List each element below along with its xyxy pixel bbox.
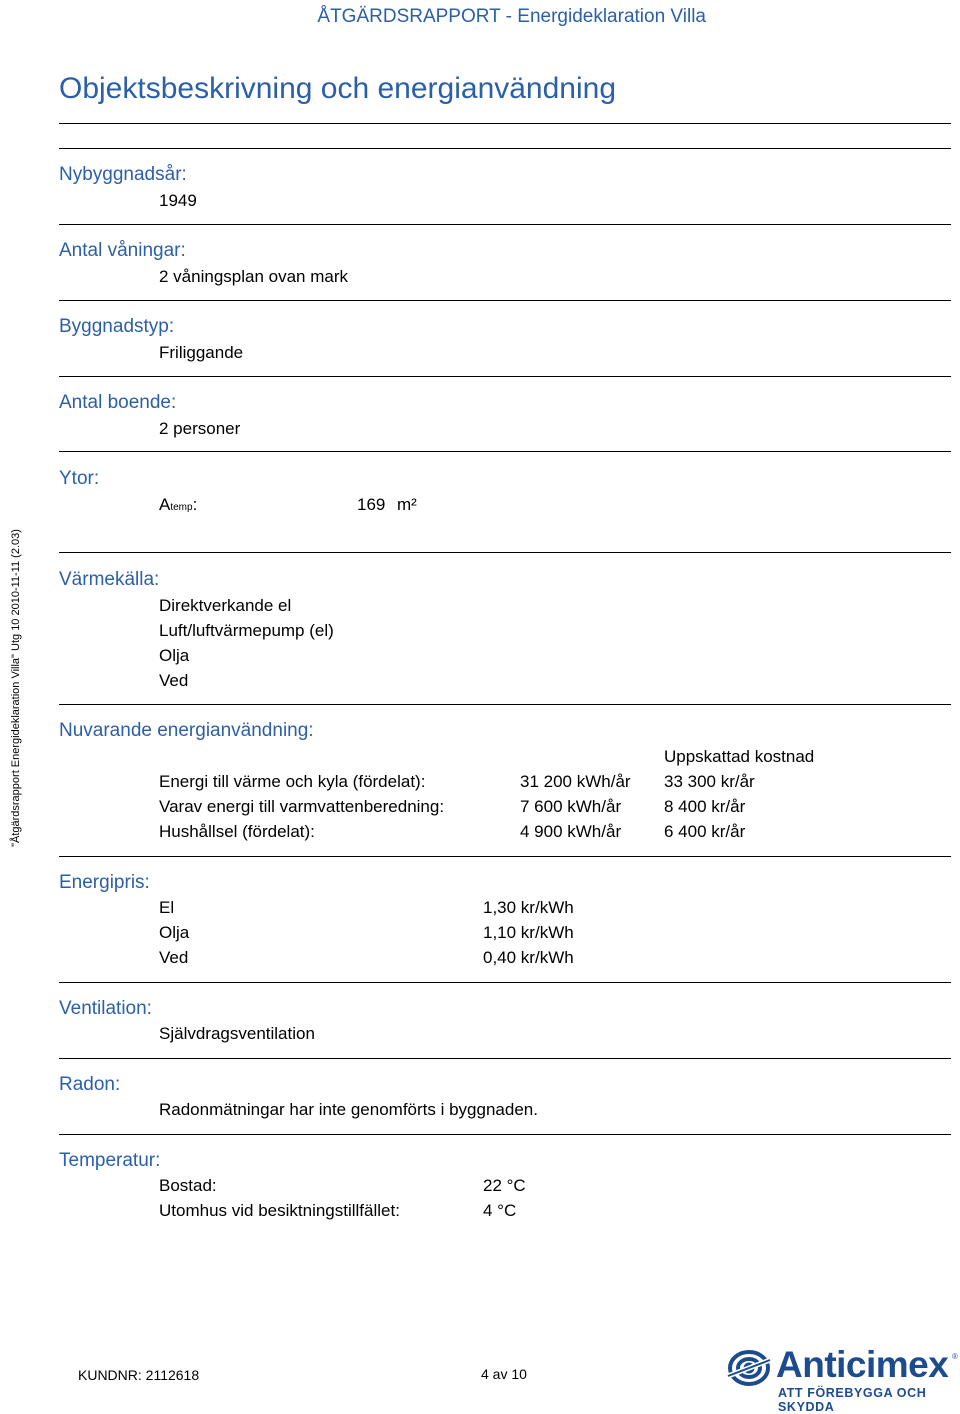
temperature-label: Temperatur: (59, 1150, 161, 1171)
heat-source-label: Värmekälla: (59, 569, 160, 590)
residents-label: Antal boende: (59, 392, 177, 413)
heat-source-item: Direktverkande el (159, 596, 292, 615)
heat-source-item: Olja (159, 646, 190, 665)
heat-source-item: Ved (159, 671, 189, 690)
cost-column-header: Uppskattad kostnad (664, 747, 815, 766)
ventilation-label: Ventilation: (59, 998, 152, 1019)
build-year-label: Nybyggnadsår: (59, 164, 187, 185)
energy-row-value: 31 200 kWh/år (520, 772, 631, 791)
logo-tagline: ATT FÖREBYGGA OCH SKYDDA (778, 1386, 927, 1414)
energy-row-name: Energi till värme och kyla (fördelat): (159, 772, 426, 791)
floors-label: Antal våningar: (59, 240, 186, 261)
price-row-value: 0,40 kr/kWh (483, 948, 574, 967)
temperature-row-value: 4 °C (483, 1201, 517, 1220)
divider (59, 552, 951, 553)
heat-source-item: Luft/luftvärmepump (el) (159, 621, 334, 640)
radon-label: Radon: (59, 1074, 121, 1095)
side-document-reference: "Åtgärdsrapport Energideklaration Villa" Utg 10 2010-11-11 (2.03) (10, 529, 22, 847)
area-unit: m² (397, 495, 417, 514)
building-type-value: Friliggande (159, 343, 244, 362)
divider (59, 451, 951, 452)
logo-registered: ® (952, 1352, 958, 1361)
energy-row-cost: 6 400 kr/år (664, 822, 746, 841)
area-value: 169 (357, 495, 386, 514)
divider (59, 376, 951, 377)
energy-row-value: 7 600 kWh/år (520, 797, 622, 816)
building-type-label: Byggnadstyp: (59, 316, 175, 337)
divider (59, 148, 951, 149)
divider (59, 982, 951, 983)
temperature-row-value: 22 °C (483, 1176, 526, 1195)
divider (59, 300, 951, 301)
report-header: ÅTGÄRDSRAPPORT - Energideklaration Villa (317, 6, 706, 27)
build-year-value: 1949 (159, 191, 197, 210)
customer-number: KUNDNR: 2112618 (78, 1367, 200, 1383)
energy-use-label: Nuvarande energianvändning: (59, 720, 314, 741)
temperature-row-name: Bostad: (159, 1176, 217, 1195)
price-row-value: 1,30 kr/kWh (483, 898, 574, 917)
divider (59, 856, 951, 857)
price-row-name: Ved (159, 948, 189, 967)
area-temp-subscript: temp (170, 502, 193, 513)
logo-mark-icon (726, 1348, 772, 1388)
areas-label: Ytor: (59, 468, 100, 489)
area-a-letter: A (159, 495, 171, 514)
logo-name: Anticimex (776, 1344, 949, 1385)
anticimex-logo (726, 1344, 958, 1414)
divider (59, 1134, 951, 1135)
ventilation-value: Självdragsventilation (159, 1024, 315, 1043)
energy-row-value: 4 900 kWh/år (520, 822, 622, 841)
price-row-name: Olja (159, 923, 190, 942)
divider (59, 123, 951, 124)
area-colon: : (192, 495, 198, 514)
area-atemp-label (159, 495, 197, 515)
divider (59, 224, 951, 225)
price-row-value: 1,10 kr/kWh (483, 923, 574, 942)
energy-row-cost: 8 400 kr/år (664, 797, 746, 816)
energy-row-name: Hushållsel (fördelat): (159, 822, 315, 841)
temperature-row-name: Utomhus vid besiktningstillfället: (159, 1201, 400, 1220)
radon-value: Radonmätningar har inte genomförts i byggnaden. (159, 1100, 538, 1119)
divider (59, 1058, 951, 1059)
floors-value: 2 våningsplan ovan mark (159, 267, 349, 286)
residents-value: 2 personer (159, 419, 241, 438)
price-row-name: El (159, 898, 175, 917)
energy-row-cost: 33 300 kr/år (664, 772, 755, 791)
divider (59, 704, 951, 705)
energy-price-label: Energipris: (59, 872, 150, 893)
page-title: Objektsbeskrivning och energianvändning (59, 72, 617, 105)
energy-row-name: Varav energi till varmvattenberedning: (159, 797, 445, 816)
page-number: 4 av 10 (481, 1366, 527, 1382)
